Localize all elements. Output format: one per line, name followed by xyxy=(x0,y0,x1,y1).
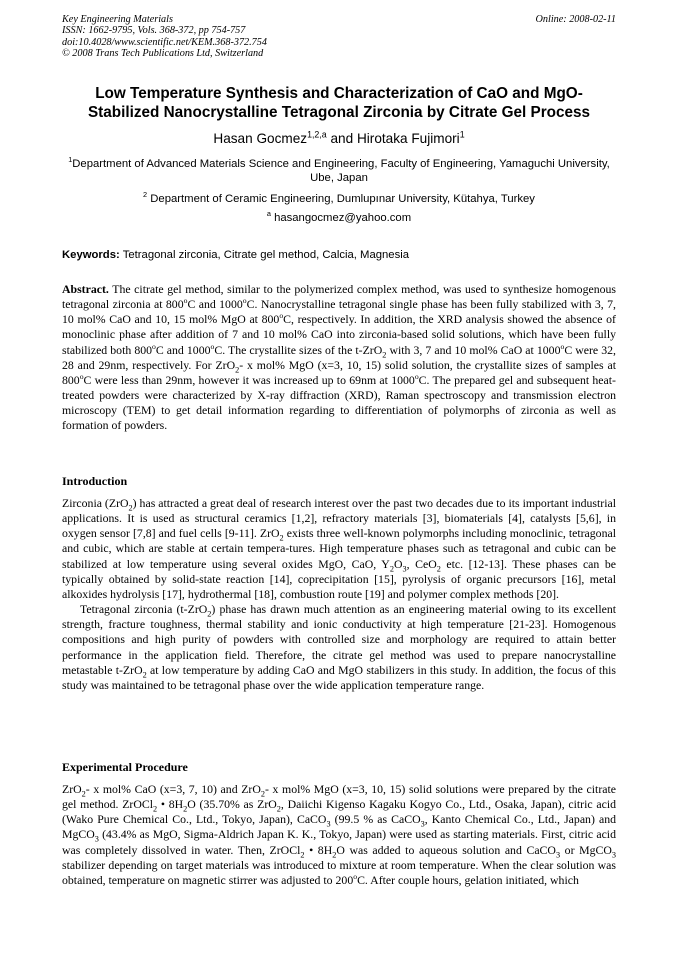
body-text: O xyxy=(393,556,403,571)
experimental-body xyxy=(62,782,616,888)
subscript: 2 xyxy=(235,365,240,375)
abstract-text: C, respectively. In addition, the XRD analysis showed the absence of monoclinic phase after addition of 7 and 10 mol% CaO into zirconia-based solid solutions, which have been fully stabilized both 800 xyxy=(62,312,616,357)
keywords-text: Tetragonal zirconia, Citrate gel method, Calcia, Magnesia xyxy=(122,249,410,261)
subscript: 3 xyxy=(402,563,407,573)
subscript: 2 xyxy=(207,609,212,619)
subscript: 3 xyxy=(94,834,99,844)
affiliation-mark: 2 xyxy=(143,190,148,200)
keywords xyxy=(62,248,616,262)
degree-mark: o xyxy=(242,296,247,306)
email-mark: a xyxy=(266,209,271,219)
subscript: 2 xyxy=(128,503,133,513)
degree-mark: o xyxy=(79,372,84,382)
experimental-heading: Experimental Procedure xyxy=(62,760,188,774)
journal-name: Key Engineering Materials xyxy=(62,14,173,25)
degree-mark: o xyxy=(210,341,215,351)
body-text: , Kanto Chemical Co., Ltd., Japan) and MgCO xyxy=(62,812,616,842)
introduction-heading: Introduction xyxy=(62,474,128,488)
subscript: 2 xyxy=(260,789,265,799)
subscript: 2 xyxy=(300,849,305,859)
body-text: ) has attracted a great deal of research interest over the past two decades due to its important industrial applications. It is used as structural ceramics [1,2], refractory materials [3], biomaterials [4], catalysts [5,6], in oxygen sensor [7,8] and fuel cells [9-11]. ZrO xyxy=(62,496,616,541)
affiliation-2 xyxy=(62,192,616,206)
abstract-text: C were 32, 28 and 29nm, respectively. For ZrO xyxy=(62,342,616,372)
body-text: , CeO xyxy=(406,556,437,571)
abstract-label: Abstract. xyxy=(62,282,109,296)
doi-line: doi:10.4028/www.scientific.net/KEM.368-372.754 xyxy=(62,36,267,48)
body-text: • 8H xyxy=(304,842,333,857)
body-text: O (35.70% as ZrO xyxy=(187,797,277,812)
email-address: hasangocmez@yahoo.com xyxy=(274,212,412,224)
subscript: 2 xyxy=(382,349,387,359)
journal-header xyxy=(62,14,616,60)
degree-mark: o xyxy=(353,872,358,882)
affiliation-mark: 1 xyxy=(68,155,73,165)
paper-title: Low Temperature Synthesis and Characterization of CaO and MgO-Stabilized Nanocrystalline Tetragonal Zirconia by Citrate Gel Process xyxy=(87,85,591,121)
subscript: 2 xyxy=(332,849,337,859)
paragraph xyxy=(62,602,616,693)
subscript: 3 xyxy=(420,819,425,829)
body-text: Tetragonal zirconia (t-ZrO xyxy=(80,602,208,617)
subscript: 2 xyxy=(183,804,188,814)
affiliation-1 xyxy=(62,157,616,185)
subscript: 2 xyxy=(153,804,158,814)
abstract-text: C. Nanocrystalline tetragonal single phase has been fully stabilized with 3, 7, 10 mol% CaO and 10, 15 mol% MgO at 800 xyxy=(62,297,616,327)
author-conjunction: and xyxy=(330,131,354,146)
subscript: 2 xyxy=(436,563,441,573)
keywords-label: Keywords: xyxy=(62,249,120,261)
abstract-text: - x mol% MgO (x=3, 10, 15) solid solution, the crystallite sizes of samples at 800 xyxy=(62,357,616,387)
body-text: O was added to aqueous solution and CaCO xyxy=(336,842,556,857)
body-text: (99.5 % as CaCO xyxy=(330,812,421,827)
body-text: ) phase has drawn much attention as an engineering material owing to its excellent strength, fracture toughness, thermal stability and ionic conductivity at high temperature [21-23]. Homogenous compositions and high purity of powders with controlled size and morphology are required to attain better performance in the application field. Therefore, the citrate gel method was used to prepare nanocrystalline metastable t-ZrO xyxy=(62,602,617,677)
abstract-text: C. The prepared gel and subsequent heat-treated powders were characterized by X-ray diffraction (XRD), Raman spectroscopy and transmission electron microscopy (TEM) to get detail information regarding to differentiation of polymorphs of zirconia as well as formation of powders. xyxy=(62,372,616,433)
body-text: at low temperature by adding CaO and MgO stabilizers in this study. In addition, the focus of this study was maintained to be tetragonal phase over the wide application temperature range. xyxy=(62,662,616,692)
body-text: Zirconia (ZrO xyxy=(62,496,129,510)
subscript: 3 xyxy=(555,849,561,859)
body-text: • 8H xyxy=(157,797,184,812)
body-text: or MgCO xyxy=(560,842,612,857)
body-text: etc. [12-13]. These phases can be typically obtained by solid-state reaction [14], coprecipitation [15], pyrolysis of organic precursors [16], metal alkoxides hydrolysis [17], hydrothermal [18], combustion route [19] and polymer complex methods [20]. xyxy=(62,556,616,601)
abstract xyxy=(62,282,616,434)
body-text: , Daiichi Kigenso Kagaku Kogyo Co., Ltd., Osaka, Japan), citric acid (Wako Pure Chemical Co., Ltd., Tokyo, Japan), CaCO xyxy=(62,797,616,827)
copyright-line: © 2008 Trans Tech Publications Ltd, Switzerland xyxy=(62,48,264,60)
body-text: - x mol% MgO (x=3, 10, 15) solid solutions were prepared by the citrate gel method. ZrOCl xyxy=(62,782,616,812)
author-email xyxy=(62,211,616,225)
author-line xyxy=(62,131,616,147)
abstract-text: C and 1000 xyxy=(187,297,243,312)
author-affiliation-mark: 1,2,a xyxy=(307,129,327,140)
body-text: ZrO xyxy=(62,782,82,796)
degree-mark: o xyxy=(152,341,156,351)
affiliation-text: Department of Ceramic Engineering, Dumlupınar University, Kütahya, Turkey xyxy=(150,193,535,205)
abstract-text: with 3, 7 and 10 mol% CaO at 1000 xyxy=(386,342,561,357)
abstract-text: C were less than 29nm, however it was increased up to 69nm at 1000 xyxy=(83,372,415,387)
author-name: Hirotaka Fujimori xyxy=(356,131,460,146)
author-name: Hasan Gocmez xyxy=(213,131,308,146)
abstract-text: The citrate gel method, similar to the polymerized complex method, was used to synthesize homogenous tetragonal zirconia at 800 xyxy=(62,282,616,312)
issn-line: ISSN: 1662-9795, Vols. 368-372, pp 754-757 xyxy=(62,25,246,37)
body-text: exists three well-known polymorphs including monoclinic, tetragonal and cubic, which are stable at certain tempera-tures. High temperature phases such as tetragonal and cubic can be stabilized at low temperature using several oxides MgO, CaO, Y xyxy=(62,526,616,571)
subscript: 2 xyxy=(389,563,394,573)
degree-mark: o xyxy=(414,372,419,382)
body-text: (43.4% as MgO, Sigma-Aldrich Japan K. K., Tokyo, Japan) were used as starting materials. First, citric acid was completely dissolved in water. Then, ZrOCl xyxy=(62,827,616,857)
paragraph xyxy=(62,496,616,602)
subscript: 2 xyxy=(276,804,281,814)
abstract-text: C. The crystallite sizes of the t-ZrO xyxy=(214,342,383,357)
subscript: 2 xyxy=(142,670,147,680)
body-text: - x mol% CaO (x=3, 7, 10) and ZrO xyxy=(85,782,261,796)
affiliation-text: Department of Advanced Materials Science and Engineering, Faculty of Engineering, Yamaguchi University, Ube, Japan xyxy=(72,158,610,185)
subscript: 3 xyxy=(611,849,616,859)
body-text: stabilizer depending on target materials was introduced to mixture at room temperature. When the clear solution was obtained, temperature on magnetic stirrer was adjusted to 200 xyxy=(62,857,616,887)
degree-mark: o xyxy=(279,311,284,321)
degree-mark: o xyxy=(560,341,565,351)
author-affiliation-mark: 1 xyxy=(459,129,465,140)
subscript: 3 xyxy=(326,819,331,829)
paragraph xyxy=(62,782,616,888)
online-date: Online: 2008-02-11 xyxy=(535,14,616,25)
subscript: 2 xyxy=(81,789,86,799)
abstract-text: C and 1000 xyxy=(155,342,211,357)
degree-mark: o xyxy=(183,296,188,306)
subscript: 2 xyxy=(279,533,284,543)
body-text: C. After couple hours, gelation initiated, which xyxy=(357,872,579,887)
introduction-body xyxy=(62,496,616,693)
